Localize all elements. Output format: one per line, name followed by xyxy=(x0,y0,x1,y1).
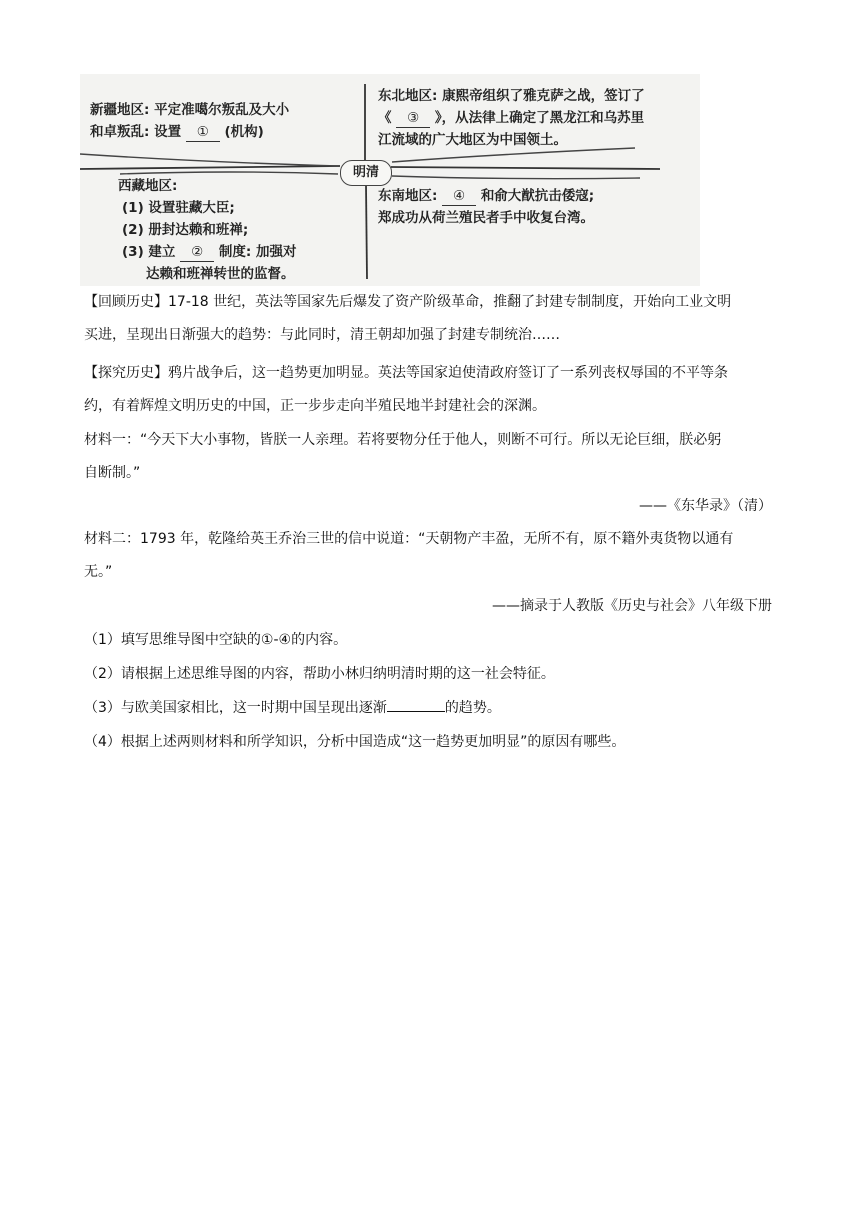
dongbei-line3: 江流域的广大地区为中国领土。 xyxy=(378,132,567,148)
dongbei-line1: 东北地区: 康熙帝组织了雅克萨之战，签订了 xyxy=(378,88,645,104)
material1-source: ——《东华录》（清） xyxy=(639,498,772,514)
xizang-item2: (2) 册封达赖和班禅; xyxy=(122,222,249,238)
material1-line1: 材料一：“今天下大小事物，皆朕一人亲理。若将要物分任于他人，则断不可行。所以无论巨细，朕必躬 xyxy=(84,432,722,448)
dongbei-line2 xyxy=(378,108,644,129)
question-3-pre: （3）与欧美国家相比，这一时期中国呈现出逐渐 xyxy=(84,700,387,716)
dongbei-open-bracket: 《 xyxy=(378,110,392,126)
review-history-line2: 买进，呈现出日渐强大的趋势：与此同时，清王朝却加强了封建专制统治…… xyxy=(84,327,560,343)
question-3-post: 的趋势。 xyxy=(444,700,501,716)
xinjiang-line2-pre: 和卓叛乱: 设置 xyxy=(90,124,182,140)
explore-history-line2: 约，有着辉煌文明历史的中国，正一步步走向半殖民地半封建社会的深渊。 xyxy=(84,398,546,414)
question-3-answer-blank[interactable] xyxy=(387,697,445,712)
question-1-dash: - xyxy=(273,632,279,648)
question-1-circle-4: ④ xyxy=(278,632,292,648)
question-4: （4）根据上述两则材料和所学知识，分析中国造成“这一趋势更加明显”的原因有哪些。 xyxy=(84,734,626,750)
material2-line1: 材料二：1793 年，乾隆给英王乔治三世的信中说道：“天朝物产丰盈，无所不有，原不籍外夷货物以通有 xyxy=(84,531,734,547)
review-history-line1: 【回顾历史】17-18 世纪，英法等国家先后爆发了资产阶级革命，推翻了封建专制制度，开始向工业文明 xyxy=(84,294,732,310)
dongnan-line1-post: 和俞大猷抗击倭寇; xyxy=(480,188,595,204)
dongnan-line2: 郑成功从荷兰殖民者手中收复台湾。 xyxy=(378,210,594,226)
xizang-item1: (1) 设置驻藏大臣; xyxy=(122,200,235,216)
dongnan-line1-pre: 东南地区: xyxy=(378,188,438,204)
xizang-item3-cont: 达赖和班禅转世的监督。 xyxy=(146,266,295,282)
material1-line2: 自断制。” xyxy=(84,465,141,481)
question-1-circle-1: ① xyxy=(260,632,274,648)
explore-history-line1: 【探究历史】鸦片战争后，这一趋势更加明显。英法等国家迫使清政府签订了一系列丧权辱国的不平等条 xyxy=(84,365,728,381)
xinjiang-line2 xyxy=(90,122,264,143)
blank-1: ① xyxy=(186,123,220,142)
question-3 xyxy=(84,692,784,725)
center-node: 明清 xyxy=(340,160,392,186)
question-1-pre: （1）填写思维导图中空缺的 xyxy=(84,632,261,648)
blank-3: ③ xyxy=(396,109,430,128)
blank-4: ④ xyxy=(442,187,476,206)
xizang-item3 xyxy=(122,242,296,263)
xinjiang-line1: 新疆地区: 平定准噶尔叛乱及大小 xyxy=(90,102,290,118)
xinjiang-line2-post: (机构) xyxy=(224,124,264,140)
question-1-post: 的内容。 xyxy=(291,632,348,648)
dongnan-line1 xyxy=(378,186,594,207)
xizang-title: 西藏地区: xyxy=(118,178,178,194)
xizang-item3-pre: (3) 建立 xyxy=(122,244,176,260)
material2-line2: 无。” xyxy=(84,564,113,580)
question-1 xyxy=(84,624,784,657)
dongbei-line2-rest: 》，从法律上确定了黑龙江和乌苏里 xyxy=(434,110,645,126)
blank-2: ② xyxy=(180,243,214,262)
material2-source: ——摘录于人教版《历史与社会》八年级下册 xyxy=(492,598,772,614)
question-2: （2）请根据上述思维导图的内容，帮助小林归纳明清时期的这一社会特征。 xyxy=(84,666,555,682)
xizang-item3-post: 制度: 加强对 xyxy=(218,244,297,260)
mind-map-figure xyxy=(80,74,700,286)
